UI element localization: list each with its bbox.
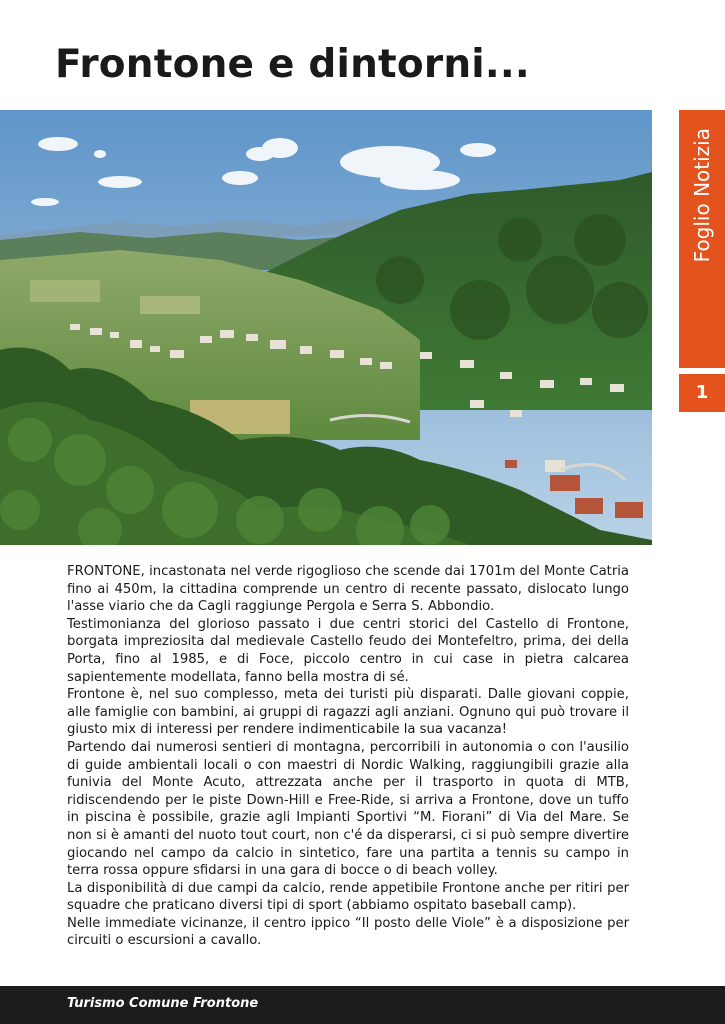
page-number-box (679, 374, 725, 412)
landscape-illustration (0, 110, 652, 545)
paragraph: Partendo dai numerosi sentieri di montagna, percorribili in autonomia o con l'ausilio di guide ambientali locali o con maestri di Nordic Walking, raggiungibili grazie alla funivia del Monte Acuto, attrezzata anche per il trasporto in quota di MTB, ridiscendendo per le piste Down-Hill e Free-Ride, si arriva a Frontone, dove un tuffo in piscina è possibile, grazie agli Impianti Sportivi “M. Fiorani” di Via del Mare. Se non si è amanti del nuoto tout court, non c'é da disperarsi, ci si può sempre divertire giocando nel campo da calcio in sintetico, fare una partita a tennis su campo in terra rossa oppure sfidarsi in una gara di bocce o di beach volley. (67, 739, 629, 879)
footer-text: Turismo Comune Frontone (67, 996, 259, 1011)
article-body (67, 563, 629, 950)
paragraph: Testimonianza del glorioso passato i due centri storici del Castello di Frontone, borgata impreziosita dal medievale Castello feudo dei Montefeltro, prima, dei della Porta, fino al 1985, e di Foce, piccolo centro in cui case in pietra calcarea sapientemente modellata, fanno bella mostra di sé. (67, 616, 629, 685)
landscape-photo (0, 110, 652, 545)
section-tab (679, 110, 725, 368)
paragraph: FRONTONE, incastonata nel verde rigoglioso che scende dai 1701m del Monte Catria fino ai 450m, la cittadina comprende un centro di recente passato, dislocato lungo l'asse viario che da Cagli raggiunge Pergola e Serra S. Abbondio. (67, 564, 629, 615)
page-title: Frontone e dintorni... (55, 42, 530, 87)
paragraph: Frontone è, nel suo complesso, meta dei turisti più disparati. Dalle giovani coppie, alle famiglie con bambini, ai gruppi di ragazzi agli anziani. Ognuno qui può trovare il giusto mix di interessi per rendere indimenticabile la sua vacanza! (67, 687, 629, 738)
page-number: 1 (695, 382, 709, 403)
section-tab-label: Foglio Notizia (690, 128, 714, 263)
paragraph: Nelle immediate vicinanze, il centro ippico “Il posto delle Viole” è a disposizione per circuiti o escursioni a cavallo. (67, 915, 629, 949)
footer-bar (0, 986, 725, 1024)
paragraph: La disponibilità di due campi da calcio, rende appetibile Frontone anche per ritiri per squadre che praticano diversi tipi di sport (abbiamo ospitato baseball camp). (67, 880, 629, 914)
